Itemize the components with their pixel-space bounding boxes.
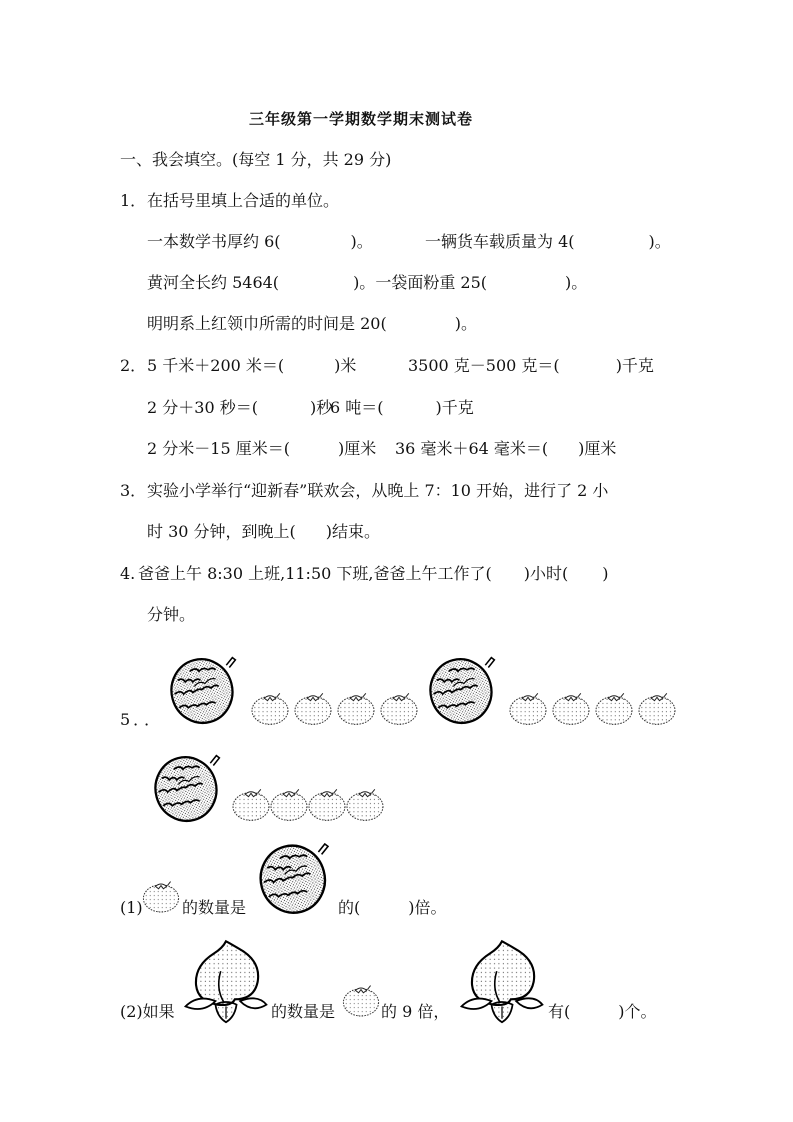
q1-item-river: 黄河全长约 5464( )。一袋面粉重 25( )。	[147, 273, 588, 292]
q3-line-2: 时 30 分钟，到晚上( )结束。	[147, 522, 381, 541]
q5-sub1-label: (1)	[120, 898, 143, 917]
page-title: 三年级第一学期数学期末测试卷	[249, 110, 474, 128]
question-4-number: 4.	[120, 564, 136, 583]
q1-item-scarf: 明明系上红领巾所需的时间是 20( )。	[147, 314, 477, 333]
persimmon-icon	[335, 690, 377, 726]
question-2-number: 2．	[120, 356, 147, 375]
q4-line-2: 分钟。	[147, 605, 196, 624]
q2-eq-3: 2 分＋30 秒＝( )秒	[147, 398, 333, 417]
persimmon-icon	[230, 786, 272, 822]
peach-icon	[458, 936, 546, 1024]
q1-item-book: 一本数学书厚约 6( )。	[147, 232, 373, 251]
q2-eq-1: 5 千米＋200 米＝( )米	[147, 356, 357, 375]
q2-eq-4: 6 吨＝( )千克	[330, 398, 474, 417]
q5-sub2-mid: 的数量是	[271, 1002, 336, 1021]
q4-line-1: 爸爸上午 8:30 上班,11:50 下班,爸爸上午工作了( )小时( )	[138, 564, 609, 583]
persimmon-icon	[292, 690, 334, 726]
question-5-number: 5．．	[120, 710, 164, 729]
persimmon-icon	[507, 690, 549, 726]
q2-eq-5: 2 分米－15 厘米＝( )厘米	[147, 439, 377, 458]
persimmon-icon	[378, 690, 420, 726]
peach-icon	[182, 936, 270, 1024]
q3-line-1: 实验小学举行“迎新春”联欢会，从晚上 7：10 开始，进行了 2 小	[147, 481, 609, 500]
q5-sub2-label: (2)如果	[120, 1002, 175, 1021]
watermelon-icon	[254, 836, 338, 916]
watermelon-icon	[147, 748, 231, 824]
persimmon-icon	[268, 786, 310, 822]
persimmon-icon	[249, 690, 291, 726]
question-1-prompt: 在括号里填上合适的单位。	[147, 191, 340, 210]
persimmon-icon	[344, 786, 386, 822]
q5-sub2-tail: 有( )个。	[548, 1002, 657, 1021]
q2-eq-6: 36 毫米＋64 毫米＝( )厘米	[395, 439, 617, 458]
watermelon-icon	[163, 650, 247, 726]
persimmon-icon	[636, 690, 678, 726]
persimmon-icon	[141, 878, 181, 914]
persimmon-icon	[593, 690, 635, 726]
q5-sub1-tail: 的( )倍。	[338, 898, 447, 917]
q5-sub2-mid2: 的 9 倍，	[381, 1002, 450, 1021]
question-1-number: 1．	[120, 191, 147, 210]
persimmon-icon	[550, 690, 592, 726]
q1-item-truck: 一辆货车载质量为 4( )。	[425, 232, 671, 251]
question-3-number: 3．	[120, 481, 147, 500]
persimmon-icon	[306, 786, 348, 822]
section-heading: 一、我会填空。(每空 1 分，共 29 分)	[120, 150, 392, 169]
q2-eq-2: 3500 克－500 克＝( )千克	[408, 356, 654, 375]
watermelon-icon	[422, 650, 506, 726]
q5-sub1-mid: 的数量是	[182, 898, 247, 917]
persimmon-icon	[341, 982, 381, 1018]
